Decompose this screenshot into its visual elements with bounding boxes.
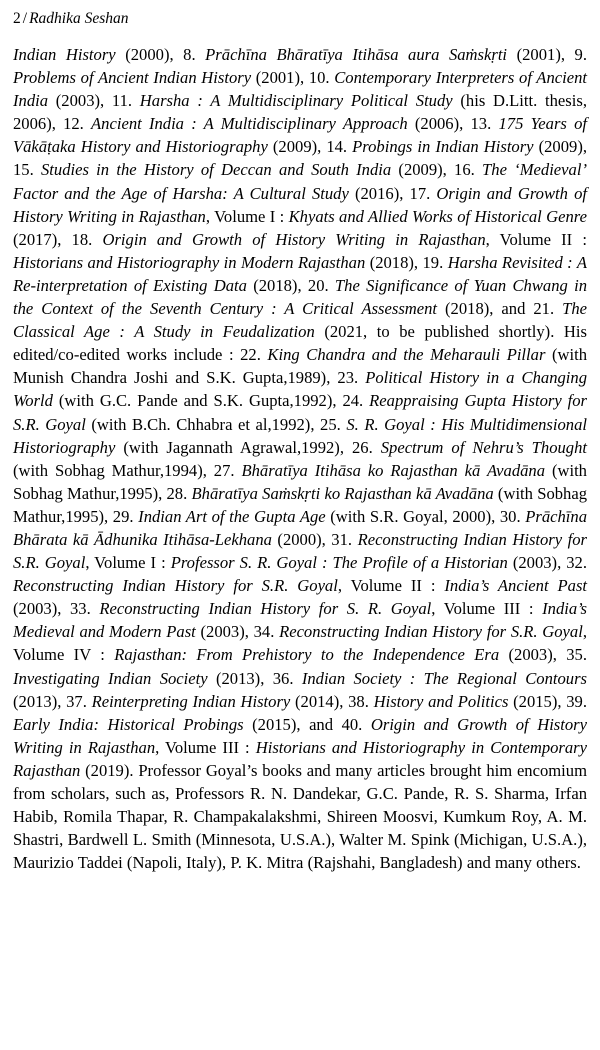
text-run: (2003), 32.: [507, 553, 587, 573]
title-italic-run: Reconstructing Indian History for S.R. Goyal: [13, 529, 587, 573]
text-run: (with Munish Chandra Joshi and S.K. Gupta,1989), 23.: [13, 345, 588, 388]
text-run: (2018), 20.: [246, 275, 335, 295]
text-run: (with B.Ch. Chhabra et al,1992), 25.: [85, 414, 347, 434]
title-italic-run: Contemporary Interpreters of Ancient India: [13, 68, 587, 111]
title-italic-run: Origin and Growth of History Writing in Rajasthan: [102, 229, 486, 249]
title-italic-run: Prāchīna Bhāratīya Itihāsa aura Saṁskṛti: [205, 45, 508, 64]
text-run: (2001), 9.: [507, 45, 587, 64]
text-run: , Volume II :: [337, 576, 445, 596]
title-italic-run: Harsha Revisited : A Re-interpretation of Existing Data: [13, 252, 587, 295]
title-italic-run: Harsha : A Multidisciplinary Political Study: [139, 91, 453, 111]
text-run: (2014), 38.: [290, 691, 374, 711]
title-italic-run: Khyats and Allied Works of Historical Genre: [288, 206, 587, 226]
text-run: (with Sobhag Mathur,1994), 27.: [13, 460, 242, 480]
text-run: , Volume I :: [205, 206, 289, 226]
text-run: (his D.Litt. thesis, 2006), 12.: [13, 91, 587, 134]
running-head: [13, 9, 129, 28]
text-run: (with S.R. Goyal, 2000), 30.: [325, 506, 526, 526]
title-italic-run: Bhāratīya Saṁskṛti ko Rajasthan kā Avadāna: [191, 483, 494, 503]
title-italic-run: Probings in Indian History: [352, 137, 534, 157]
title-italic-run: Reconstructing Indian History for S. R. Goyal: [99, 599, 432, 619]
text-run: (2001), 10.: [251, 68, 335, 88]
page-number: 2: [13, 10, 21, 27]
title-italic-run: Studies in the History of Deccan and South India: [41, 160, 392, 180]
title-italic-run: Political History in a Changing World: [13, 368, 587, 411]
title-italic-run: Origin and Growth of History Writing in Rajasthan: [13, 183, 587, 226]
text-run: (2003), 33.: [13, 599, 100, 619]
title-italic-run: Reinterpreting Indian History: [91, 691, 291, 711]
title-italic-run: Reconstructing Indian History for S.R. Goyal: [13, 576, 338, 596]
title-italic-run: History and Politics: [373, 691, 509, 711]
text-run: (2003), 35.: [499, 645, 587, 665]
text-run: , Volume II :: [485, 229, 587, 249]
title-italic-run: S. R. Goyal : His Multidimensional Historiography: [13, 414, 587, 457]
text-run: (2018), and 21.: [437, 299, 563, 319]
title-italic-run: Historians and Historiography in Modern Rajasthan: [13, 252, 366, 272]
text-run: (2015), and 40.: [243, 714, 371, 734]
text-run: (2009), 14.: [267, 137, 353, 157]
title-italic-run: Origin and Growth of History Writing in Rajasthan: [13, 714, 587, 757]
text-run: (2000), 31.: [271, 529, 358, 549]
running-head-separator: /: [22, 10, 28, 27]
body-text-block: [13, 43, 587, 874]
title-italic-run: Rajasthan: From Prehistory to the Independence Era: [114, 645, 500, 665]
title-italic-run: Reconstructing Indian History for S.R. Goyal: [279, 622, 583, 642]
text-run: (2013), 37.: [13, 691, 92, 711]
title-italic-run: Ancient India : A Multidisciplinary Approach: [91, 114, 408, 134]
text-run: (2017), 18.: [13, 229, 103, 249]
text-run: (2009), 16.: [391, 160, 483, 180]
title-italic-run: Indian Art of the Gupta Age: [138, 506, 326, 526]
text-run: (2006), 13.: [407, 114, 499, 134]
title-italic-run: India’s Ancient Past: [444, 576, 588, 596]
title-italic-run: The Classical Age : A Study in Feudalization: [13, 299, 587, 342]
text-run: (with G.C. Pande and S.K. Gupta,1992), 24.: [52, 391, 370, 411]
text-run: (2015), 39.: [508, 691, 587, 711]
body-paragraph: [13, 43, 587, 874]
running-head-author: Radhika Seshan: [29, 10, 129, 27]
text-run: (2019). Professor Goyal’s books and many articles brought him encomium from scholars, such as, Professors R. N. Dandekar, G.C. Pande, R. S. Sharma, Irfan Habib, Romila Thapar, R. Champakalakshmi, Shireen Moosvi, Kumkum Roy, A. M. Shastri, Bardwell L. Smith (Minnesota, U.S.A.), Walter M. Spink (Michigan, U.S.A.), Maurizio Taddei (Napoli, Italy), P. K. Mitra (Rajshahi, Bangladesh) and many others.: [13, 760, 587, 873]
title-italic-run: 175 Years of Vākāṭaka History and Historiography: [13, 114, 587, 157]
text-run: (2003), 34.: [195, 622, 280, 642]
title-italic-run: King Chandra and the Meharauli Pillar: [267, 345, 546, 365]
text-run: (2021, to be published shortly). His edited/co-edited works include : 22.: [13, 322, 587, 365]
text-run: , Volume III :: [155, 737, 256, 757]
title-italic-run: Prāchīna Bhārata kā Ādhunika Itihāsa-Lekhana: [13, 506, 587, 549]
text-run: (2003), 11.: [48, 91, 140, 111]
title-italic-run: Spectrum of Nehru’s Thought: [380, 437, 587, 457]
text-run: (2013), 36.: [207, 668, 302, 688]
text-run: , Volume IV :: [13, 622, 587, 665]
title-italic-run: Investigating Indian Society: [13, 668, 208, 688]
title-italic-run: Problems of Ancient Indian History: [13, 68, 252, 88]
title-italic-run: Bhāratīya Itihāsa ko Rajasthan kā Avadāna: [241, 460, 546, 480]
title-italic-run: Professor S. R. Goyal : The Profile of a Historian: [170, 553, 508, 573]
text-run: (with Sobhag Mathur,1995), 28.: [13, 460, 587, 503]
text-run: , Volume I :: [85, 553, 171, 573]
title-italic-run: Early India: Historical Probings: [13, 714, 244, 734]
title-italic-run: Reappraising Gupta History for S.R. Goyal: [13, 391, 587, 434]
text-run: (with Sobhag Mathur,1995), 29.: [13, 483, 588, 526]
title-italic-run: Historians and Historiography in Contemporary Rajasthan: [13, 737, 587, 780]
title-italic-run: Indian History: [13, 45, 116, 64]
text-run: (2016), 17.: [348, 183, 437, 203]
title-italic-run: The Significance of Yuan Chwang in the Context of the Seventh Century : A Critical Assessment: [13, 275, 587, 319]
text-run: (2000), 8.: [115, 45, 206, 64]
title-italic-run: The ‘Medieval’ Factor and the Age of Harsha: A Cultural Study: [13, 160, 587, 203]
title-italic-run: Indian Society : The Regional Contours: [301, 668, 587, 688]
title-italic-run: India’s Medieval and Modern Past: [13, 599, 587, 642]
text-run: (2009), 15.: [13, 137, 587, 180]
text-run: (with Jagannath Agrawal,1992), 26.: [115, 437, 381, 457]
text-run: , Volume III :: [431, 599, 543, 619]
text-run: (2018), 19.: [365, 252, 448, 272]
